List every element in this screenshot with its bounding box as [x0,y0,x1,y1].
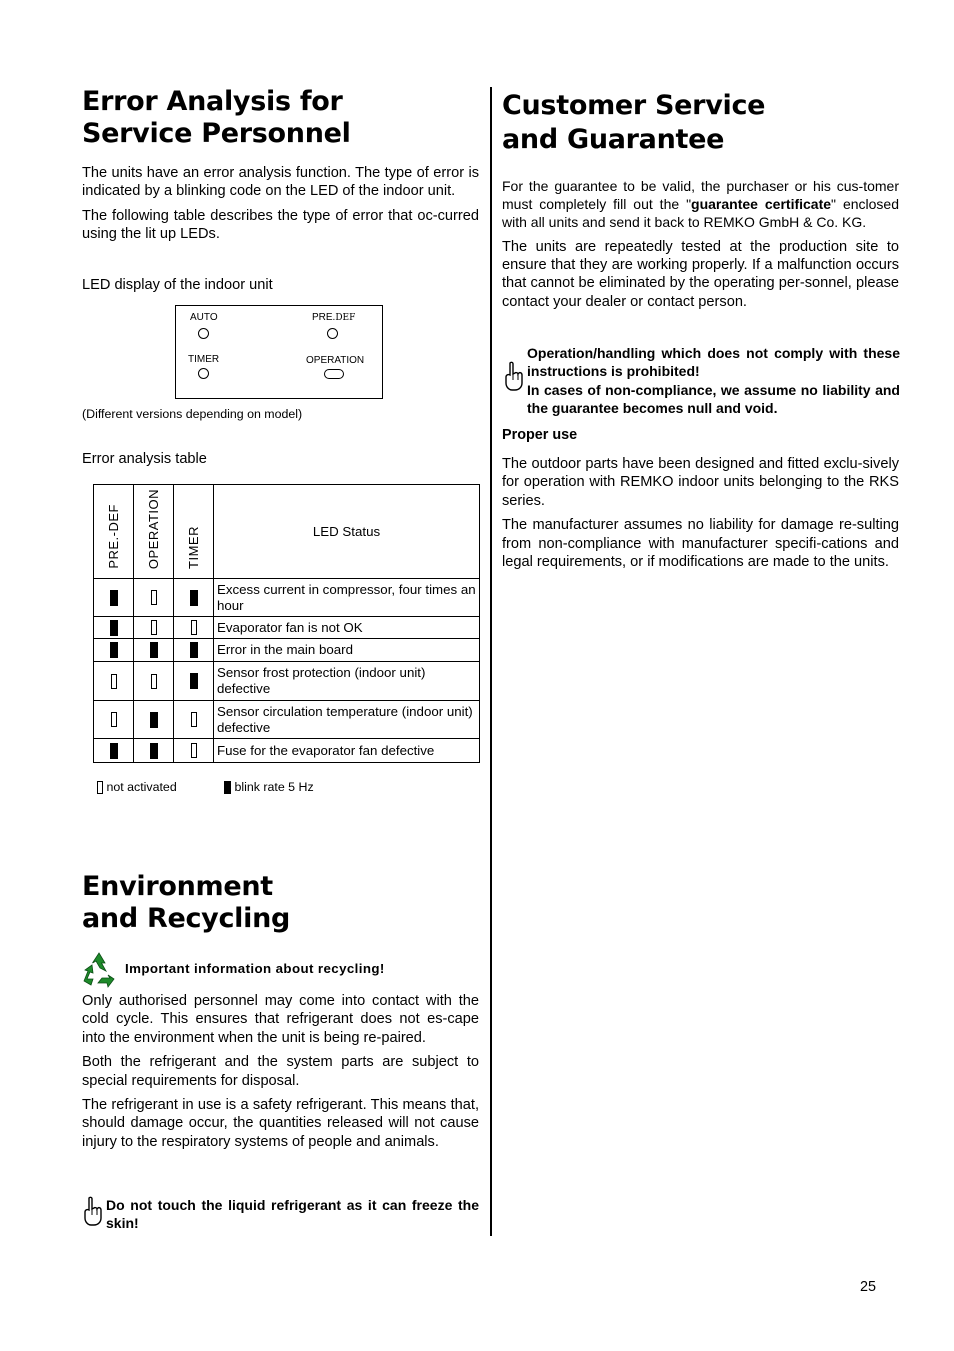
error-analysis-table [93,484,480,763]
title-line: Customer Service [502,90,766,121]
legend-off [97,780,177,794]
header-text: OPERATION [146,488,161,569]
not-activated-icon [191,620,197,635]
table-header-row [94,485,480,579]
hand-icon [503,361,523,396]
blink-icon [224,781,231,794]
cell-operation [134,639,174,662]
not-activated-icon [151,674,157,689]
blink-icon [150,642,158,658]
table-row [94,617,480,639]
text: For the guarantee to be valid, the purchaser or his cus-tomer must completely fill out the " [502,178,899,213]
table-row [94,579,480,617]
title-line: Service Personnel [82,118,351,149]
refrigerant-warning: Do not touch the liquid refrigerant as it can freeze the skin! [106,1197,479,1231]
cell-timer [174,639,214,662]
led-display-diagram [175,305,383,399]
cell-operation [134,662,174,701]
cell-predef [94,579,134,617]
not-activated-icon [97,781,103,794]
table-row [94,639,480,662]
led-display-heading: LED display of the indoor unit [82,277,273,293]
cell-timer [174,701,214,739]
led-note: (Different versions depending on model) [82,407,303,421]
compliance-warning [527,344,900,418]
page-number: 25 [860,1279,877,1295]
led-auto-icon [198,328,209,339]
environment-title [82,871,482,935]
paragraph: The units are repeatedly tested at the production site to ensure that they are working properly. If a malfunction occurs that cannot be eliminated by the operating per-sonnel, please contact your dealer or contact person. [502,238,899,310]
not-activated-icon [111,712,117,727]
paragraph: The following table describes the type of error that oc-curred using the lit up LEDs. [82,207,479,243]
cell-operation [134,579,174,617]
warning-line: Operation/handling which does not comply with these instructions is prohibited! [527,345,900,380]
header-timer [174,485,214,579]
cell-predef [94,662,134,701]
text: " enclosed with all units and send it back to REMKO GmbH & Co. KG. [502,196,899,231]
paragraph: The units have an error analysis function. The type of error is indicated by a blinking code on the LED of the indoor unit. [82,165,479,200]
cell-timer [174,617,214,639]
customer-service-body [502,177,899,317]
warning-line: In cases of non-compliance, we assume no liability and the guarantee becomes null and void. [527,381,900,417]
legend-blink [224,780,314,794]
cell-predef [94,639,134,662]
hand-icon [82,1196,102,1231]
cell-status: Sensor frost protection (indoor unit) defective [214,662,480,701]
table-row [94,662,480,701]
header-predef [94,485,134,579]
paragraph: The manufacturer assumes no liability for damage re-sulting from non-compliance with manufacturer specifi-cations and legal requirements, or if modifications are made to the units. [502,517,899,571]
guarantee-certificate-text: guarantee certificate [691,196,832,213]
blink-icon [150,743,158,759]
header-operation [134,485,174,579]
error-analysis-title [82,86,482,150]
cell-status: Sensor circulation temperature (indoor unit) defective [214,701,480,739]
not-activated-icon [151,620,157,635]
blink-icon [190,642,198,658]
not-activated-icon [191,712,197,727]
led-predef-icon [327,328,338,339]
cell-status: Excess current in compressor, four times an hour [214,579,480,617]
blink-icon [110,620,118,636]
cell-status: Fuse for the evaporator fan defective [214,739,480,763]
not-activated-icon [151,590,157,605]
blink-icon [150,712,158,728]
title-line: and Guarantee [502,124,725,155]
paragraph [502,177,899,232]
title-line: Error Analysis for [82,86,343,117]
customer-service-title [502,89,902,157]
not-activated-icon [111,674,117,689]
led-label-predef-text: PRE. [312,312,336,323]
title-line: Environment [82,871,273,902]
blink-icon [110,642,118,658]
led-label-auto: AUTO [190,312,218,323]
paragraph: Only authorised personnel may come into contact with the cold cycle. This ensures that refrigerant does not es-cape into the environment when the unit is being re-paired. [82,993,479,1046]
cell-operation [134,701,174,739]
title-line: and Recycling [82,903,291,934]
cell-predef [94,739,134,763]
led-label-timer: TIMER [188,354,220,365]
recycling-note: Important information about recycling! [125,961,385,976]
cell-predef [94,617,134,639]
legend-off-label: not activated [106,780,177,794]
blink-icon [190,673,198,689]
cell-status: Error in the main board [214,639,480,662]
column-divider [490,87,492,1236]
cell-predef [94,701,134,739]
cell-operation [134,739,174,763]
led-operation-icon [324,369,344,379]
environment-body [82,992,479,1157]
led-label-predef-suffix: DEF [335,313,356,323]
cell-operation [134,617,174,639]
legend-blink-label: blink rate 5 Hz [234,780,314,794]
blink-icon [110,743,118,759]
header-text: TIMER [186,526,201,569]
paragraph: The refrigerant in use is a safety refrigerant. This means that, should damage occur, the quantities released will not cause injury to the respiratory systems of people and animals. [82,1097,479,1150]
cell-status: Evaporator fan is not OK [214,617,480,639]
paragraph: The outdoor parts have been designed and fitted exclu-sively for operation with REMKO indoor units belonging to the RKS series. [502,456,899,509]
cell-timer [174,739,214,763]
header-text: PRE.-DEF [106,504,121,569]
blink-icon [110,590,118,606]
recycling-icon [80,951,120,989]
paragraph: Both the refrigerant and the system parts are subject to special requirements for disposal. [82,1054,479,1089]
led-label-operation: OPERATION [306,355,365,366]
table-row [94,739,480,763]
blink-icon [190,590,198,606]
led-timer-icon [198,368,209,379]
cell-timer [174,579,214,617]
led-label-predef [312,312,355,323]
proper-use-heading: Proper use [502,427,578,443]
error-analysis-intro [82,164,479,250]
not-activated-icon [191,743,197,758]
cell-timer [174,662,214,701]
header-led-status: LED Status [214,485,480,579]
error-table-heading: Error analysis table [82,451,207,467]
proper-use-body [502,455,899,577]
table-row [94,701,480,739]
